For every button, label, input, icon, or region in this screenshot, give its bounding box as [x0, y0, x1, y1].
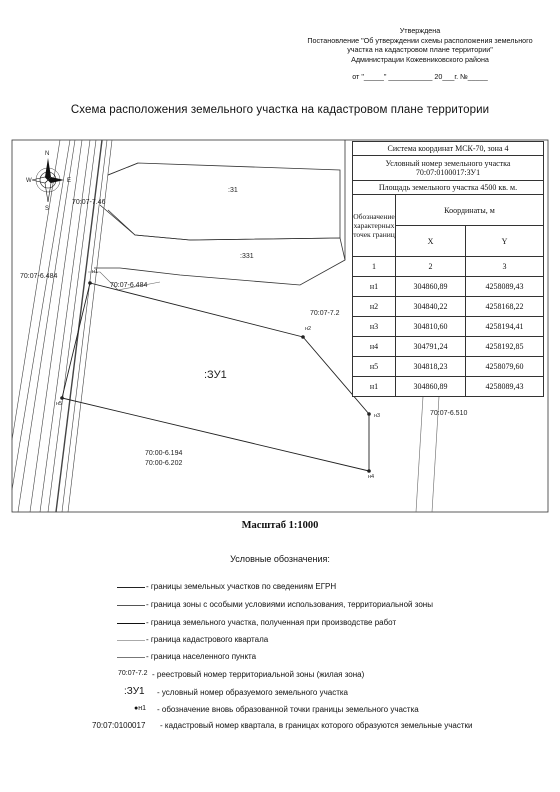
- point-dot-icon: ●: [134, 705, 139, 712]
- table-row: [353, 277, 544, 297]
- neighbour-parcels: [94, 140, 345, 285]
- coordinates-table: [352, 141, 544, 397]
- approval-line: участка на кадастровом плане территории": [347, 45, 493, 55]
- cell-y: 4258089,43: [465, 377, 543, 397]
- quarter-label: 70:00-6.202: [145, 460, 183, 467]
- quarter-label: 70:00-6.194: [145, 450, 183, 457]
- table-row: [353, 377, 544, 397]
- point-n3-marker: [367, 412, 371, 416]
- point-n4-label: н4: [368, 474, 375, 480]
- legend-line-quarter: [117, 640, 145, 641]
- point-n3-label: н3: [374, 413, 381, 419]
- cell-point: н4: [353, 337, 396, 357]
- legend-sample-quarter: 70:07:0100017: [92, 721, 146, 730]
- legend-item: - условный номер образуемого земельного участка: [157, 688, 348, 697]
- document-title: Схема расположения земельного участка на кадастровом плане территории: [70, 104, 490, 116]
- legend-sample-point-label: н1: [138, 705, 146, 712]
- scale-label: Масштаб 1:1000: [241, 520, 319, 531]
- col-number: 1: [353, 257, 396, 277]
- legend-sample-zu: :ЗУ1: [124, 686, 145, 697]
- approval-line: Администрации Кожевниковского района: [351, 54, 489, 64]
- compass-west-label: W: [26, 178, 32, 184]
- legend-item: - реестровый номер территориальной зоны (жилая зона): [152, 670, 365, 679]
- legend-title: Условные обозначения:: [230, 554, 330, 564]
- approval-line: Постановление "Об утверждении схемы расположения земельного: [307, 35, 533, 45]
- cell-x: 304860,89: [396, 277, 466, 297]
- legend-line-parcel: [117, 623, 145, 624]
- legend-sample-zone: 70:07-7.2: [118, 670, 148, 677]
- coord-system: Система координат МСК-70, зона 4: [353, 142, 544, 156]
- col-number: 3: [465, 257, 543, 277]
- legend-sample-point: [134, 705, 146, 712]
- table-row: [353, 337, 544, 357]
- cell-y: 4258168,22: [465, 297, 543, 317]
- cell-point: н2: [353, 297, 396, 317]
- quarter-label: 70:07-6.484: [20, 273, 58, 280]
- legend-line-zone: [117, 605, 145, 606]
- parcel-zu1-label: :ЗУ1: [204, 369, 227, 381]
- legend-item: - кадастровый номер квартала, в границах которого образуются земельные участки: [160, 721, 473, 730]
- quarter-label: 70:07-7.46: [72, 199, 106, 206]
- table-row: [353, 357, 544, 377]
- point-n4-marker: [367, 469, 371, 473]
- approval-date-line: от "_____" ___________ 20___г. №_____: [352, 72, 488, 82]
- cell-point: н3: [353, 317, 396, 337]
- col-x-header: X: [396, 226, 466, 257]
- compass-north-label: N: [45, 151, 50, 157]
- compass-icon: [32, 158, 64, 202]
- col-y-header: Y: [465, 226, 543, 257]
- cell-x: 304818,23: [396, 357, 466, 377]
- legend-item: - граница населенного пункта: [146, 652, 257, 661]
- col-number: 2: [396, 257, 466, 277]
- col-coords-header: Координаты, м: [396, 195, 544, 226]
- legend-line-egrn: [117, 587, 145, 588]
- parcel-331-label: :331: [240, 253, 254, 260]
- cadastral-number-cell: [353, 156, 544, 181]
- cell-x: 304840,22: [396, 297, 466, 317]
- cell-point: н1: [353, 277, 396, 297]
- table-row: [353, 317, 544, 337]
- cell-y: 4258079,60: [465, 357, 543, 377]
- parcel-31-label: :31: [228, 187, 238, 194]
- compass-east-label: E: [67, 178, 72, 184]
- point-n1-marker: [88, 281, 92, 285]
- cell-y: 4258089,43: [465, 277, 543, 297]
- cell-y: 4258194,41: [465, 317, 543, 337]
- approval-line: Утверждена: [399, 26, 441, 35]
- cadastral-number: 70:07:0100017:ЗУ1: [415, 168, 481, 177]
- cell-point: н1: [353, 377, 396, 397]
- point-n2-marker: [301, 335, 305, 339]
- col-point-header: Обозначение характерных точек границ: [353, 195, 396, 257]
- legend-item: - обозначение вновь образованной точки границы земельного участка: [157, 705, 419, 714]
- zone-label: 70:07-7.2: [310, 310, 340, 317]
- point-n5-label: н5: [56, 401, 63, 407]
- quarter-label: 70:07-6.510: [430, 410, 468, 417]
- cell-y: 4258192,85: [465, 337, 543, 357]
- legend-item: - граница зоны с особыми условиями использования, территориальной зоны: [146, 600, 433, 609]
- road-lines: [12, 140, 112, 512]
- cell-x: 304791,24: [396, 337, 466, 357]
- legend-item: - граница кадастрового квартала: [146, 635, 269, 644]
- legend-item: - граница земельного участка, полученная при производстве работ: [146, 618, 397, 627]
- legend-item: - границы земельных участков по сведениям ЕГРН: [146, 582, 337, 591]
- compass-south-label: S: [45, 206, 50, 212]
- point-n1-label: н1: [92, 269, 99, 275]
- quarter-label: 70:07-6.484: [110, 282, 148, 289]
- point-n2-label: н2: [305, 326, 312, 332]
- point-n5-marker: [60, 396, 64, 400]
- table-row: [353, 297, 544, 317]
- cell-x: 304860,89: [396, 377, 466, 397]
- area-cell: Площадь земельного участка 4500 кв. м.: [353, 181, 544, 195]
- cell-x: 304810,60: [396, 317, 466, 337]
- cell-point: н5: [353, 357, 396, 377]
- cadastral-label: Условный номер земельного участка: [385, 159, 511, 168]
- legend-line-settlement: [117, 657, 145, 658]
